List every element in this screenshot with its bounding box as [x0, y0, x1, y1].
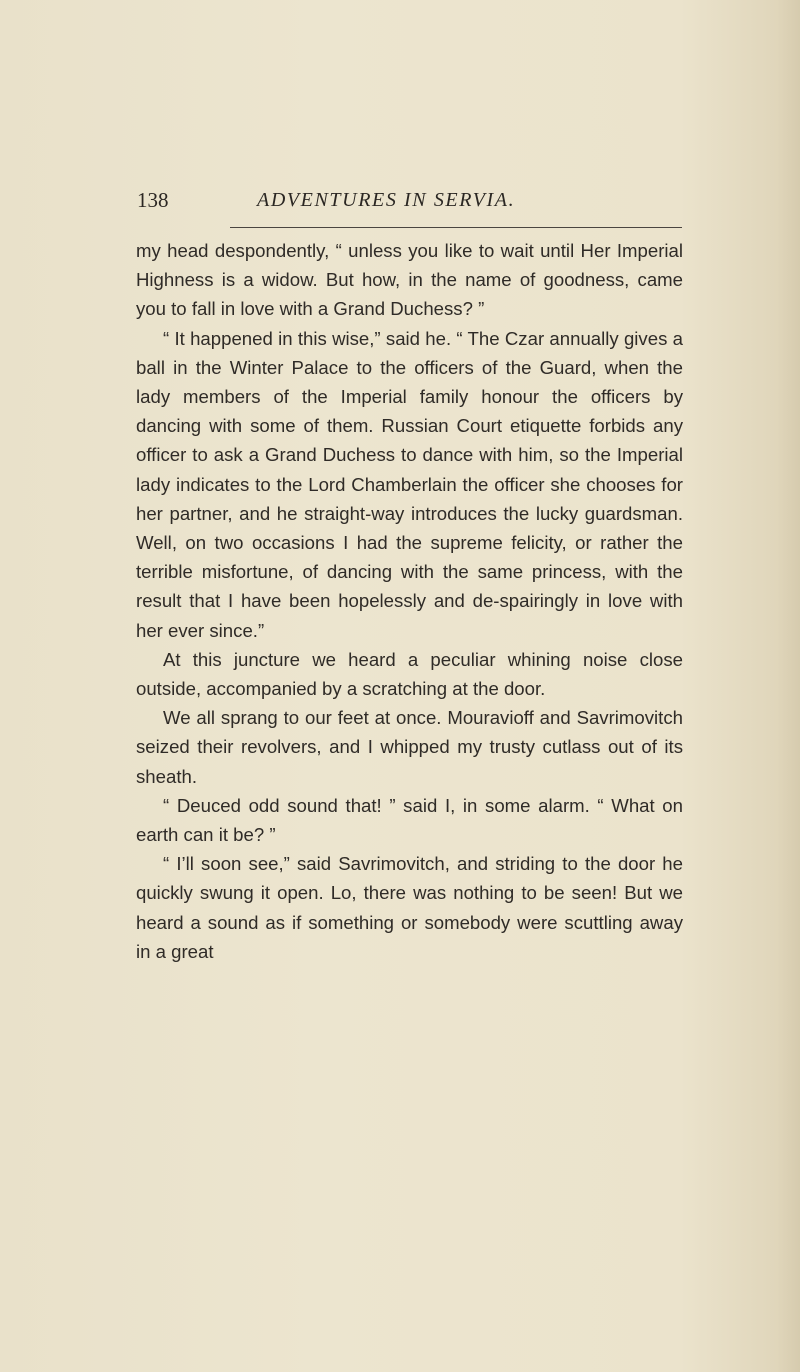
paragraph: “ It happened in this wise,” said he. “ The Czar annually gives a ball in the Winter Palace to the officers of the Guard, when the lady members of the Imperial family honour the officers by dancing with some of them. Russian Court etiquette forbids any officer to ask a Grand Duchess to dance with him, so the Imperial lady indicates to the Lord Chamberlain the officer she chooses for her partner, and he straight-way introduces the lucky guardsman. Well, on two occasions I had the supreme felicity, or rather the terrible misfortune, of dancing with the same princess, with the result that I have been hopelessly and de-spairingly in love with her ever since.” — [136, 327, 683, 641]
paragraph: my head despondently, “ unless you like to wait until Her Imperial Highness is a widow. But how, in the name of goodness, came you to fall in love with a Grand Duchess? ” — [136, 240, 683, 320]
body-text — [136, 236, 683, 966]
paragraph: “ Deuced odd sound that! ” said I, in some alarm. “ What on earth can it be? ” — [136, 794, 683, 846]
paragraph: We all sprang to our feet at once. Mouravioff and Savrimovitch seized their revolvers, and I whipped my trusty cutlass out of its sheath. — [136, 707, 683, 787]
header-rule — [230, 227, 682, 228]
page-header — [137, 186, 682, 226]
paragraph: “ I’ll soon see,” said Savrimovitch, and striding to the door he quickly swung it open. Lo, there was nothing to be seen! But we heard a sound as if something or somebody were scuttling away in a great — [136, 853, 683, 962]
running-head: ADVENTURES IN SERVIA. — [257, 189, 516, 211]
paragraph: At this juncture we heard a peculiar whining noise close outside, accompanied by a scratching at the door. — [136, 648, 683, 700]
page-number: 138 — [137, 188, 169, 212]
